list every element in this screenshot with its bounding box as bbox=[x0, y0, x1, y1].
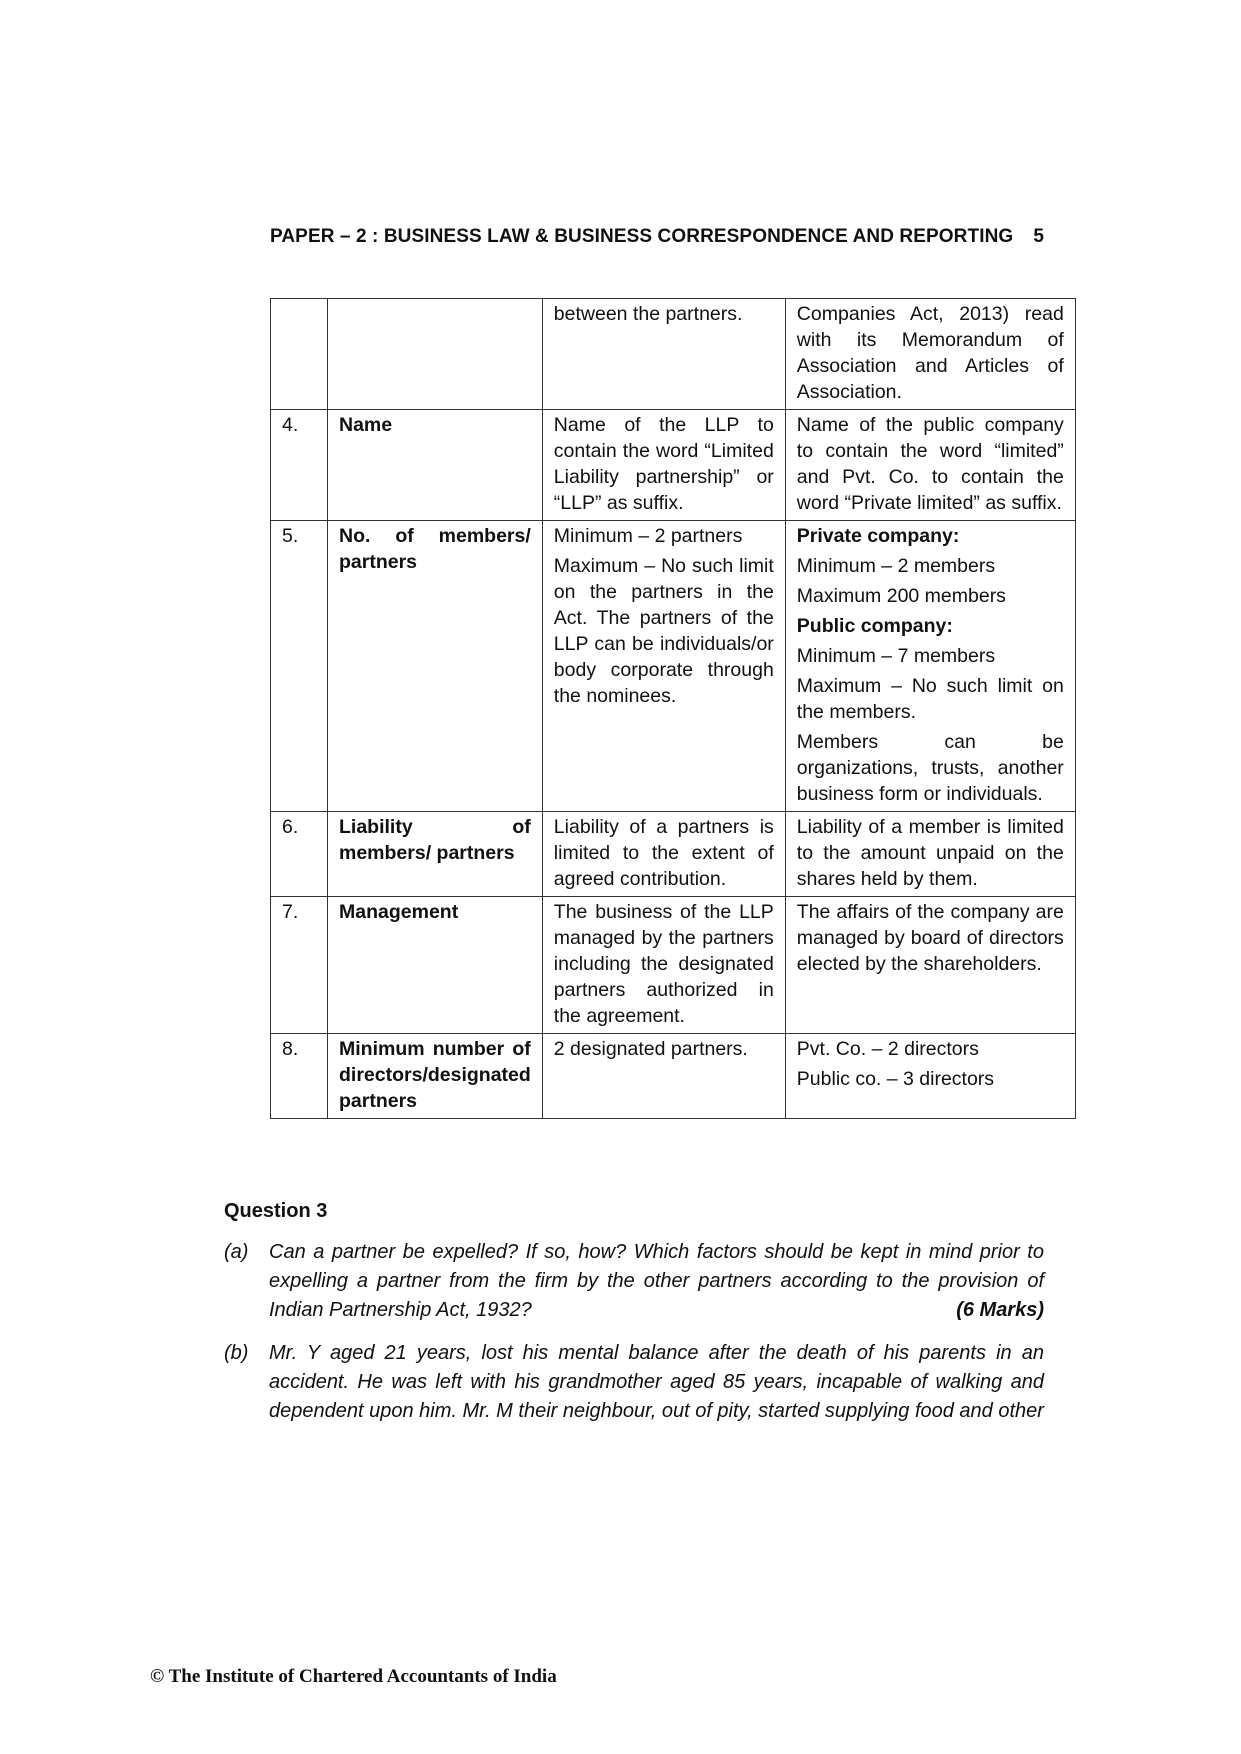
table-row bbox=[271, 1034, 1076, 1119]
company-cell bbox=[785, 812, 1075, 897]
row-aspect: Name bbox=[328, 410, 543, 521]
marks-badge: (6 Marks) bbox=[956, 1299, 1044, 1321]
question-title: Question 3 bbox=[224, 1200, 328, 1222]
llp-text: between the partners. bbox=[553, 303, 743, 325]
company-subheading: Private company: bbox=[796, 525, 960, 547]
row-aspect bbox=[328, 299, 543, 410]
table-row bbox=[271, 410, 1076, 521]
llp-text: Maximum – No such limit on the partners in the Act. The partners of the LLP can be individuals/or body corporate through the nominees. bbox=[553, 555, 774, 707]
comparison-table bbox=[270, 298, 1076, 1119]
row-number: 5. bbox=[271, 521, 328, 812]
company-subheading: Public company: bbox=[796, 615, 953, 637]
page-header bbox=[270, 226, 1044, 248]
llp-cell bbox=[542, 1034, 785, 1119]
company-cell bbox=[785, 299, 1075, 410]
table-row bbox=[271, 521, 1076, 812]
question-part-b bbox=[224, 1339, 1044, 1426]
row-number bbox=[271, 299, 328, 410]
company-text: Liability of a member is limited to the amount unpaid on the shares held by them. bbox=[796, 816, 1064, 890]
company-text: Maximum – No such limit on the members. bbox=[796, 675, 1064, 723]
company-cell bbox=[785, 897, 1075, 1034]
table-row bbox=[271, 897, 1076, 1034]
part-label: (b) bbox=[224, 1342, 249, 1364]
llp-text: Name of the LLP to contain the word “Limited Liability partnership” or “LLP” as suffix. bbox=[553, 414, 774, 514]
part-label: (a) bbox=[224, 1241, 249, 1263]
part-text-container bbox=[269, 1238, 1044, 1325]
company-text: Minimum – 7 members bbox=[796, 645, 996, 667]
company-text: Companies Act, 2013) read with its Memorandum of Association and Articles of Association. bbox=[796, 303, 1064, 403]
llp-cell bbox=[542, 897, 785, 1034]
llp-text: The business of the LLP managed by the partners including the designated partners authorized in the agreement. bbox=[553, 901, 774, 1027]
company-cell bbox=[785, 521, 1075, 812]
company-text: Members can be organizations, trusts, another business form or individuals. bbox=[796, 731, 1064, 805]
row-number: 6. bbox=[271, 812, 328, 897]
company-cell bbox=[785, 1034, 1075, 1119]
table-row bbox=[271, 299, 1076, 410]
row-aspect: Liability of members/ partners bbox=[328, 812, 543, 897]
row-aspect: Minimum number of directors/designated partners bbox=[328, 1034, 543, 1119]
company-text: Minimum – 2 members bbox=[796, 555, 996, 577]
row-number: 4. bbox=[271, 410, 328, 521]
company-text: The affairs of the company are managed by board of directors elected by the shareholders. bbox=[796, 901, 1064, 975]
question-part-a bbox=[224, 1238, 1044, 1325]
llp-cell bbox=[542, 410, 785, 521]
part-text: Mr. Y aged 21 years, lost his mental balance after the death of his parents in an accident. He was left with his grandmother aged 85 years, incapable of walking and dependent upon him. Mr. M their neighbour, out of pity, started supplying food and other bbox=[269, 1342, 1044, 1422]
llp-text: 2 designated partners. bbox=[553, 1038, 748, 1060]
company-cell bbox=[785, 410, 1075, 521]
llp-cell bbox=[542, 521, 785, 812]
company-text: Maximum 200 members bbox=[796, 585, 1006, 607]
paper-title: PAPER – 2 : BUSINESS LAW & BUSINESS CORRESPONDENCE AND REPORTING bbox=[270, 226, 1014, 247]
llp-text: Minimum – 2 partners bbox=[553, 525, 743, 547]
table-row bbox=[271, 812, 1076, 897]
copyright-footer: © The Institute of Chartered Accountants of India bbox=[150, 1666, 557, 1687]
part-text-container bbox=[269, 1339, 1044, 1426]
part-text: Can a partner be expelled? If so, how? Which factors should be kept in mind prior to expelling a partner from the firm by the other partners according to the provision of Indian Partnership Act, 1932? bbox=[269, 1241, 1044, 1321]
row-aspect: Management bbox=[328, 897, 543, 1034]
row-number: 7. bbox=[271, 897, 328, 1034]
llp-cell bbox=[542, 299, 785, 410]
page-number: 5 bbox=[1033, 226, 1044, 247]
llp-cell bbox=[542, 812, 785, 897]
row-number: 8. bbox=[271, 1034, 328, 1119]
company-text: Name of the public company to contain the word “limited” and Pvt. Co. to contain the word “Private limited” as suffix. bbox=[796, 414, 1064, 514]
company-text: Pvt. Co. – 2 directors bbox=[796, 1038, 979, 1060]
llp-text: Liability of a partners is limited to the extent of agreed contribution. bbox=[553, 816, 774, 890]
row-aspect: No. of members/ partners bbox=[328, 521, 543, 812]
company-text: Public co. – 3 directors bbox=[796, 1068, 995, 1090]
